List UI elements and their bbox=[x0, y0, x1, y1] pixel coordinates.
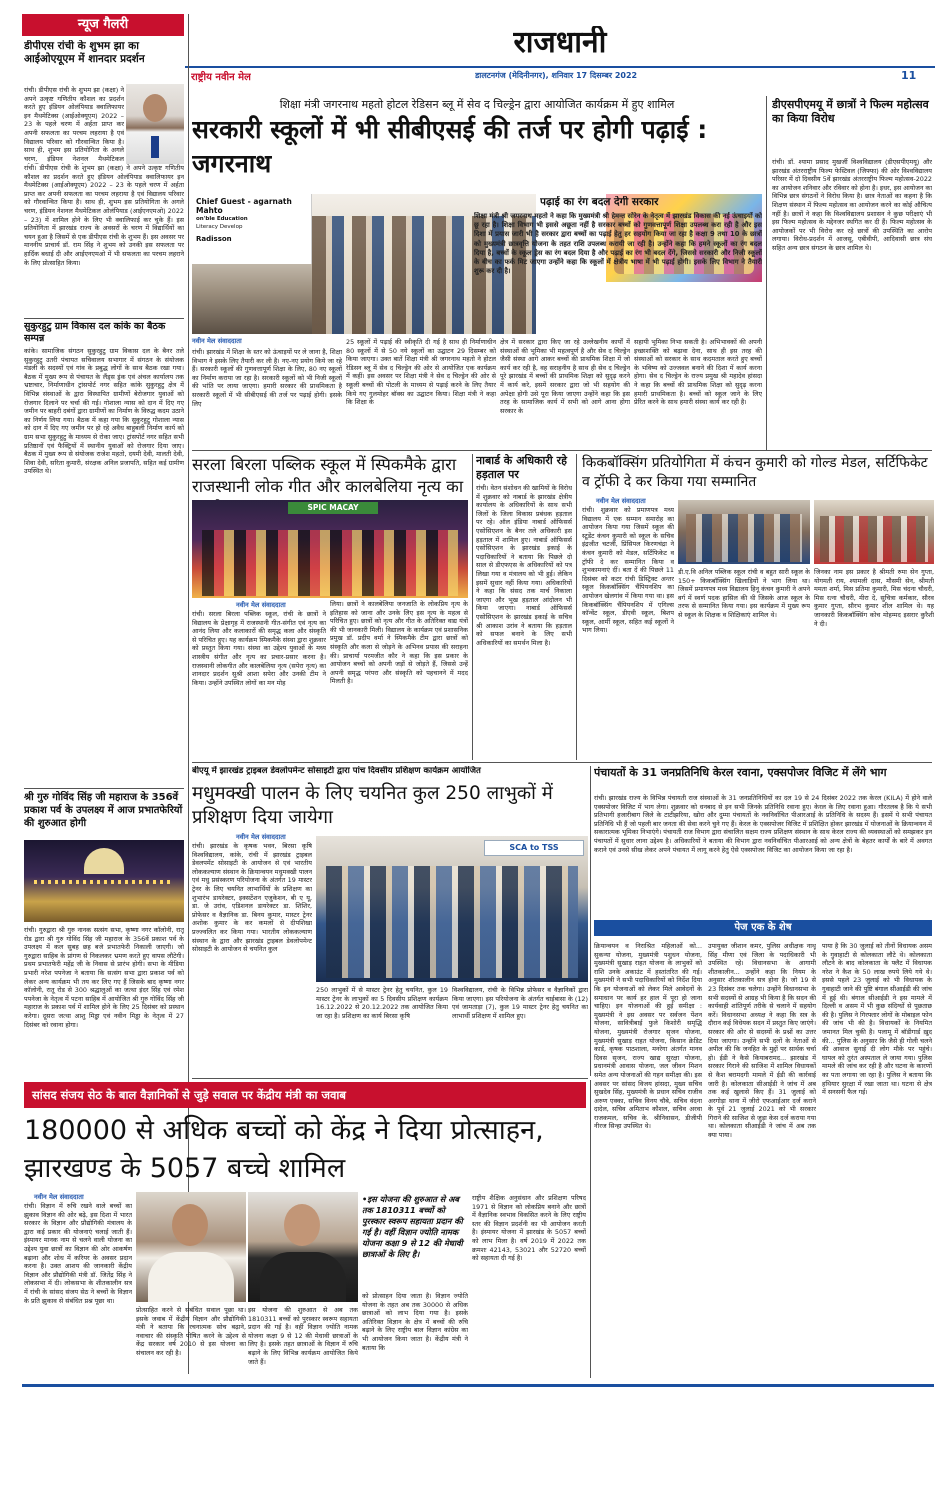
sci-person-1-body bbox=[148, 1252, 234, 1302]
news-gallery-banner bbox=[22, 14, 184, 36]
footer-bar bbox=[22, 1384, 934, 1387]
top-byline-block bbox=[192, 336, 278, 347]
rest-col-3: पाया है कि 30 जुलाई को तीनों विधायक असम के गुवाहाटी से कोलकाता लौटे थे। कोलकाता लौटने के बाद कोलकाता के फ्लैट में विधायक नरेश ने कैश के 50 लाख रुपये लिये गये थे। इससे पहले 23 जुलाई को भी विधायक के गुवाहाटी जाने की पुष्टि बंगाल सीआईडी की जांच में हुई थी। बंगाल सीआईडी ने इस मामले में दिल्ली व असम में भी कुछ संदिग्धों से पूछताछ की है। पुलिस ने गिरफ्तार लोगों के मोबाइल फोन की जांच भी की है। विधायकों के नियमित जमानत मिल चुकी है। पलामू में बॉडीगार्ड ख़ुद की... पुलिस के अनुसार कि जैसे ही गोली चलने की आवाज सुनाई दी लोग मौके पर पहुंचे। घायल को तुरंत अस्पताल ले जाया गया। पुलिस मामले की जांच कर रही है और घटना के कारणों का पता लगाया जा रहा है। पुलिस ने बताया कि हथियार सुरक्षा में रखा जाता था। घटना से क्षेत्र में सनसनी फैल गई। bbox=[822, 942, 932, 1097]
kick-photo-1 bbox=[678, 500, 810, 564]
sci-person-2-face bbox=[284, 1204, 320, 1246]
sci-person-1-face bbox=[172, 1204, 208, 1246]
kick-body-c: जिनका नाम इस प्रकार है श्रीमती रुमा सेन गुप्ता, योगमती राय, श्यामली दास, मौसमी सेन, श्रीमती ममता शर्मा, मिस प्रतिमा कुमारी, मिस चंदना चौधरी, मिस रत्ना चौधरी, मीरा दे, सुचित्रा कर्मकार, सौरव कुमार गुप्ता, सौरभ कुमार शील शामिल थे। यह जानकारी किकबॉक्सिंग कोच मोहम्मद इसरार कुरैशी ने दी। bbox=[814, 568, 934, 628]
left-divider-1 bbox=[24, 318, 184, 319]
bee-body-b: 250 लाभुकों में से मास्टर ट्रेनर हेतु चयनित, कुल 19 मास्टर ट्रेनर के लाभुकों का 5 दिवसीय प्रशिक्षण कार्यक्रम 16.12.2022 से 20.12.2022 तक आयोजित किया जा रहा है। प्रशिक्षण का कार्य बिरसा कृषि bbox=[316, 986, 448, 1020]
dps-body-tail: रांची। डीपीएस रांची के शुभम झा (कक्षा) ने अपने उत्कृष्ट गणितीय कौशल का प्रदर्शन करते हुए इंडियन ओलंपियाड क्वालिफायर इन मैथमेटिक्स (आईओक्यूएम) 2022 – 23 के पहले चरण में अर्हता प्राप्त कर अपनी सफलता का परचम लहराया है एवं विद्यालय परिवार को गौरवान्वित किया है। साथ ही, शुभम इस प्रतियोगिता के अगले चरण, इंडियन नेशनल मैथमेटिकल ओलंपियाड (आईएनएमओ) 2022 – 23) में शामिल होने के लिए भी क्वालिफाई कर चुके हैं। इस प्रतियोगिता में झारखंड राज्य के अवसरों के चरण में विद्यार्थियों का चयन हुआ है जिसमें से एक डीपीएस रांची के शुभम हैं। इस अवसर पर माननीय प्राचार्य डॉ. राम सिंह ने शुभम को उनकी इस सफलता पर हार्दिक बधाई दी और आईएनएमओ में भी सफलता का परचम लहराने के लिए प्रोत्साहित किया। bbox=[24, 164, 184, 267]
kick-headline: किकबॉक्सिंग प्रतियोगिता में कंचन कुमारी को गोल्ड मेडल, सर्टिफिकेट व ट्रॉफी दे कर किया गया सम्मानित bbox=[582, 455, 928, 490]
right-column-rule bbox=[766, 96, 767, 450]
sci-byline: नवीन मेल संवाददाता bbox=[34, 1193, 84, 1201]
bee-body-c: विश्वविद्यालय, रांची के विभिन्न प्रोफेसर व वैज्ञानिकों द्वारा किया जाएगा। इस परियोजना के अंतर्गत चाईबासा के (12) एवं जामताड़ा (7), कुल 19 मास्टर ट्रेनर हेतु चयनित का लाभार्थी प्रशिक्षण में शामिल हुए। bbox=[452, 986, 588, 1020]
spicmacay-photo bbox=[192, 500, 468, 598]
stage-banner bbox=[192, 194, 312, 264]
mid-rule-2 bbox=[192, 1078, 588, 1079]
bee-rule bbox=[590, 766, 591, 1076]
top-byline: नवीन मेल संवाददाता bbox=[192, 337, 242, 345]
bee-photo bbox=[316, 836, 588, 982]
mid-rule-1 bbox=[192, 762, 932, 763]
nabard-body: रांची। वेतन संशोधन की खामियों के विरोध में शुक्रवार को नाबार्ड के झारखंड क्षेत्रीय कार्यालय के अधिकारियों के साथ सभी जिलों के जिला विकास प्रबंधक हड़ताल पर रहे। ऑल इंडिया नाबार्ड ऑफिसर्स एसोसिएशन के बैनर तले अधिकारी इस हड़ताल में शामिल हुए। नाबार्ड ऑफिसर्स एसोसिएशन के झारखंड इकाई के पदाधिकारियों ने बताया कि पिछले दो साल से डीएफएस के अधिकारियों को पत्र लिखा गया व मंत्रालय को भी हुई। लेकिन इसमें सुधार नहीं किया गया। अधिकारियों ने कहा कि संसद तक मार्च निकाला जाएगा और भूख हड़ताल आंदोलन भी किया जाएगा। नाबार्ड ऑफिसर्स एसोसिएशन के झारखंड इकाई के सचिव श्री आकाश उरांव ने बताया कि हड़ताल को सफल बनाने के लिए सभी अधिकारियों का समर्थन मिला है। bbox=[476, 484, 572, 647]
section-title: राजधानी bbox=[513, 26, 607, 60]
banner-hon: on'ble Education bbox=[196, 216, 248, 222]
top-body-mid: 25 स्कूलों में पढ़ाई की स्वीकृति दी गई है साथ ही निर्माणाधीन 80 स्कूलों में से 50 नये स्कूलों का उद्घाटन 29 दिसम्बर को किया जाएगा। उक्त बातें शिक्षा मंत्री श्री जगरनाथ महतो ने होटल रेडिसन ब्लू में सेव द चिल्ड्रेन की ओर से आयोजित एक कार्यक्रम में कहीं। इस अवसर पर शिक्षा मंत्री ने सेव द चिल्ड्रेन की ओर से स्कूली बच्चों की पोटली के माध्यम से पढ़ाई करने के लिए तैयार किये गए गुलमोहर बॉक्स का उद्घाटन किया। शिक्षा मंत्री ने कहा कि शिक्षा के bbox=[346, 338, 496, 407]
dps-body: रांची। डीपीएस रांची के शुभम झा (कक्षा) ने अपने उत्कृष्ट गणितीय कौशल का प्रदर्शन करते हुए इंडियन ओलंपियाड क्वालिफायर इन मैथमेटिक्स (आईओक्यूएम) 2022 – 23 के पहले चरण में अर्हता प्राप्त कर अपनी सफलता का परचम लहराया है एवं विद्यालय परिवार को गौरवान्वित किया है। साथ ही, शुभम इस प्रतियोगिता के अगले चरण, इंडियन नेशनल मैथमेटिकल bbox=[24, 86, 124, 163]
sci-person-2-body bbox=[260, 1252, 346, 1302]
sci-body-a: रांची। विज्ञान में रुचि रखने वाले बच्चों का झुकाव विज्ञान की ओर बढ़े, इस दिशा में भारत सरकार के विज्ञान और प्रौद्योगिकी मंत्रालय के द्वारा कई प्रकार की योजनाएं चलाई जाती हैं। इंस्पायर मानक नाम से चलने वाली योजना का उद्देश्य युवा छात्रों का विज्ञान की ओर आकर्षण बढ़ाना और शोध में करियर के अवसर प्रदान करना है। उक्त आशय की जानकारी केंद्रीय विज्ञान और प्रौद्योगिकी मंत्री डॉ. जितेंद्र सिंह ने लोकसभा में दी। लोकसभा के शीतकालीन सत्र में रांची के सांसद संजय सेठ ने बच्चों के विज्ञान के प्रति झुकाव से संबंधित प्रश्न पूछा था। bbox=[24, 1202, 132, 1305]
nabard-headline: नाबार्ड के अधिकारी रहे हड़ताल पर bbox=[476, 454, 567, 481]
rest-header-bar bbox=[594, 920, 932, 936]
sarla-rule bbox=[472, 454, 473, 760]
student-tie bbox=[151, 136, 159, 158]
dancers bbox=[202, 530, 458, 596]
rest-col-1: क्रियान्वयन व निराश्रित महिलाओं को... सुकन्या योजना, मुख्यमंत्री पशुधन योजना, मुख्यमंत्री सुखाड़ राहत योजना के लाभुकों को राशि उनके अकाउंट में हस्तांतरित की गई। मुख्यमंत्री ने सभी पदाधिकारियों को निर्देश दिया कि इन योजनाओं को लेकर मिले आवेदनों के समाधान पर कार्य हर हाल में पूरा हो जाना चाहिए। इन योजनाओं की हुई समीक्षा : मुख्यमंत्री ने इस अवसर पर सर्वजन पेंशन योजना, सावित्रीबाई फुले किशोरी समृद्धि योजना, मुख्यमंत्री रोजगार सृजन योजना, मुख्यमंत्री सुखाड़ राहत योजना, किसान क्रेडिट कार्ड, कृषक पाठशाला, मनरेगा अंतर्गत मानव दिवस सृजन, राज्य खाद्य सुरक्षा योजना, प्रधानमंत्री आवास योजना, जल जीवन मिशन समेत अन्य योजनाओं की गहन समीक्षा की। इस अवसर पर सांसद विजय हांसदा, मुख्य सचिव सुखदेव सिंह, मुख्यमंत्री के प्रधान सचिव राजीव अरुण एक्का, सचिव विनय चौबे, सचिव वंदना दादेल, सचिव अमिताभ कौशल, सचिव अरवा राजकमल, सचिव के. श्रीनिवासन, डीजीपी नीरज सिन्हा उपस्थित थे। bbox=[594, 942, 702, 1131]
sci-kicker-bar bbox=[24, 1082, 586, 1108]
panch-body: रांची। झारखंड राज्य के विभिन्न पंचायती राज संस्थाओं के 31 जनप्रतिनिधियों का दल 19 से 24 दिसंबर 2022 तक केरल (KILA) में होने वाले एक्सपोजर विजिट में भाग लेगा। शुक्रवार को धनबाद से इन सभी जिनके प्रतिनिधि रवाना हुए। केरल के लिए रवाना हुआ। गौरतलब है कि ये सभी प्रतिभागी हजारीबाग जिले के टाटीझरिया, खोरा और दुम्मा पंचायतों के नवनिर्वाचित पीआरआई के प्रतिनिधि के सदस्य हैं। इसमें ये सभी पंचायत प्रतिनिधि भी हैं जो पहली बार जनता की सेवा करने चुने गए हैं। केरल के एक्सपोजर विजिट में प्रशिक्षित होकर झारखंड में योजनाओं के क्रियान्वयन में सकारात्मक भूमिका निभाएंगे। पंचायती राज विभाग द्वारा संचालित सक्षम राज्य प्रशिक्षण संस्थान के साथ केरल राज्य की व्यवस्थाओं को समझकर इन पंचायतों में सुधार लाना उद्देश्य है। अधिकारियों ने बताया की विभाग द्वारा नवनिर्वाचित पीआरआई को अन्य क्षेत्रों के बेहतर कार्यों के बारे में अवगत कराने एवं उनसे सीख लेकर अपने पंचायत में लागू करने हेतु ऐसे एक्सपोजर विजिट का आयोजन किया जा रहा है। bbox=[594, 794, 932, 854]
sci-body-c: इस योजना की शुरुआत से अब तक 1810311 बच्चों को पुरस्कार स्वरूप सहायता प्रदान की गई है। वहीं विज्ञान ज्योति नामक योजना कक्षा 9 से 12 की मेधावी छात्राओं के लिए है। इसके तहत छात्राओं के विज्ञान में रुचि बढ़ाने के लिए विभिन्न कार्यक्रम आयोजित किये जाते हैं। bbox=[248, 1306, 358, 1366]
bee-banner-box bbox=[484, 840, 584, 856]
spicmacay-banner-box bbox=[288, 502, 378, 514]
rest-col-2: उपायुक्त जीशान कमर, पुलिस अधीक्षक नाथू सिंह मीणा एवं जिला के पदाधिकारी भी उपस्थित रहे। विधानसभा के आगामी शीतकालीन... उन्होंने कहा कि नियम के अनुसार शीतकालीन सत्र होना है। जो 19 से 23 दिसंबर तक चलेगा। उन्होंने विधानसभा के सभी सदस्यों से आग्रह भी किया है कि सदन की कार्यवाही शांतिपूर्ण तरीके से चलाने में सहयोग करें। विधानसभा अध्यक्ष ने कहा कि सत्र के दौरान कई विधेयक सदन में प्रस्तुत किए जाएंगे। सरकार की ओर से सदस्यों के प्रश्नों का उत्तर दिया जाएगा। उन्होंने सभी दलों के नेताओं से अपील की कि जनहित के मुद्दों पर सार्थक चर्चा हो। ईडी ने कैसे कियाबरामद... झारखंड में सरकार गिराने की साजिश में शामिल विधायकों से कैश बरामदगी मामले में ईडी की कार्रवाई जारी है। कोलकाता सीआईडी ने जांच में अब तक कई खुलासे किए हैं। 31 जुलाई को अरगोड़ा थाना में जीरो एफआईआर दर्ज कराने के पूर्व 21 जुलाई 2021 को भी सरकार गिराने की साजिश से जुड़ा केस दर्ज कराया गया था। कोलकाता सीआईडी ने जांच में अब तक क्या पाया। bbox=[708, 942, 816, 1140]
sci-kicker: सांसद संजय सेठ के बाल वैज्ञानिकों से जुड़े सवाल पर केंद्रीय मंत्री का जवाब bbox=[32, 1088, 346, 1102]
top-body-c1: क्षेत्र में सरकार द्वारा किए जा रहे उल्लेखनीय कार्यों में संस्थाओं की भूमिका भी महत्वपूर्ण है और सेव द चिल्ड्रेन जैसी संस्था आगे आकर बच्चों की प्राथमिक शिक्षा में जो कार्य कर रही है, वह सराहनीय है साथ ही सेव द चिल्ड्रेन पूरे झारखंड में बच्चों की प्राथमिक शिक्षा को सुदृढ़ करने में कार्य करे, इसमें सरकार द्वारा जो भी सहयोग की अपेक्षा होगी उसे पूरा किया जाएगा उन्होंने कहा कि इस तरह के सामाजिक कार्य में सभी को आगे आना होगा सरकार के bbox=[500, 338, 630, 415]
sarla-byline: नवीन मेल संवाददाता bbox=[236, 601, 286, 609]
top-kicker: शिक्षा मंत्री जगरनाथ महतो होटल रेडिसन ब्लू में सेव द चिल्ड्रेन द्वारा आयोजित कार्यक्रम में हुए शामिल bbox=[279, 98, 675, 111]
masthead bbox=[185, 22, 935, 84]
sci-pull-quote: •इस योजना की शुरुआत से अब तक 1810311 बच्चों को पुरस्कार स्वरूप सहायता प्रदान की गई है। वहीं विज्ञान ज्योति नामक योजना कक्षा 9 से 12 की मेधावी छात्राओं के लिए है। bbox=[362, 1194, 463, 1259]
sub-headline: पढ़ाई का रंग बदल देगी सरकार bbox=[540, 196, 659, 208]
bee-headline: मधुमक्खी पालन के लिए चयनित कुल 250 लाभुकों में प्रशिक्षण दिया जायेगा bbox=[192, 783, 553, 828]
rest-header: पेज एक के शेष bbox=[734, 922, 792, 933]
sci-body-d: को प्रोत्साहन दिया जाता है। विज्ञान ज्योति योजना के तहत अब तक 30000 से अधिक छात्राओं को लाभ दिया गया है। इसके अतिरिक्त विज्ञान के क्षेत्र में बच्चों की रुचि बढ़ाने के लिए राष्ट्रीय बाल विज्ञान कांग्रेस का भी आयोजन किया जाता है। केंद्रीय मंत्री ने बताया कि bbox=[362, 1292, 468, 1352]
kick-byline: नवीन मेल संवाददाता bbox=[596, 497, 646, 505]
top-lede: शिक्षा मंत्री श्री जगरनाथ महतो ने कहा कि मुख्यमंत्री श्री हेमन्त सोरेन के नेतृत्व में झारखंड विकास की नई ऊंचाइयों को छू रहा है। शिक्षा विभाग भी इससे अछूता नहीं है सरकार बच्चों को गुणवत्तापूर्ण शिक्षा उपलब्ध करा रही है और इस दिशा में प्रयास जारी भी है सरकार द्वारा बच्चों का पढ़ाई हेतु हर सहयोग किया जा रहा है कक्षा 9 तथा 10 के छात्रों को मुख्यमंत्री छात्रवृत्ति योजना के तहत राशि उपलब्ध करायी जा रही है। उन्होंने कहा कि हमने स्कूलों का रंग बदल दिया है, बच्चों के स्कूल ड्रेस का रंग बदल दिया है और पढ़ाई का रंग भी बदल देंगे, जिससे सरकारी और निजी स्कूलों के बीच का फर्क मिट जाएगा उन्होंने कहा कि स्कूलों में क्षेत्रीय भाषा में भी पढ़ाई होगी। इसके लिए विभाग ने तैयारी शुरू कर दी है। bbox=[474, 212, 762, 276]
page-number: 11 bbox=[901, 69, 917, 82]
panch-headline: पंचायतों के 31 जनप्रतिनिधि केरल रवाना, एक्सपोजर विजिट में लेंगे भाग bbox=[594, 766, 887, 779]
gurudwara-dome bbox=[84, 848, 124, 874]
banner-chief-guest: Chief Guest - agarnath Mahto bbox=[196, 197, 292, 215]
banner-literacy: Literacy Develop bbox=[196, 224, 243, 230]
top-body-left: रांची। झारखंड में शिक्षा के स्तर को ऊंचाइयों पर ले जाना है, शिक्षा विभाग ने इसके लिए तैयारी कर ली है। नए-नए प्रयोग किये जा रहे हैं। सरकारी स्कूलों की गुणवत्तापूर्ण शिक्षा के लिए, 80 नए स्कूलों का निर्माण कराया जा रहा है। सरकारी स्कूलों को भी निजी स्कूलों की भांति पर लाया जाएगा। हमारी सरकार की प्राथमिकता है सरकारी स्कूलों में भी सीबीएसई की तर्ज पर पढ़ाई होगी। इसके लिए bbox=[192, 348, 342, 408]
left-divider-2 bbox=[24, 788, 184, 789]
kick-award-group-2 bbox=[820, 516, 928, 562]
lamp-lighting-group bbox=[326, 866, 578, 978]
nabard-rule bbox=[576, 454, 577, 760]
sarla-body-b: लिया। छात्रों ने कालबेलिया जनजाति के लोकप्रिय नृत्य के इतिहास को जाना और उनके लिए इस नृत्य के महत्व से परिचित हुए। छात्रों को नृत्य और गीत के अतिरिक्त वाद्य यंत्रों की भी जानकारी मिली। विद्यालय के कार्यक्रम एवं प्रशासनिक प्रमुख डॉ. प्रदीप वर्मा ने स्पिकमैके टीम द्वारा छात्रों को संस्कृति और कला से जोड़ने के अभिनव प्रयास की सराहना की। प्राचार्या परमजीत कौर ने कहा कि इस प्रकार के आयोजन बच्चों को अपनी जड़ों से जोड़ते हैं, जिससे उन्हें अपनी समृद्ध परंपरा और संस्कृति को पहचानने में मदद मिलती है। bbox=[330, 600, 468, 686]
kick-award-group-1 bbox=[686, 514, 802, 562]
bee-kicker: बीएयू में झारखंड ट्राइबल डेवलोपमेन्ट सोसाइटी द्वारा पांच दिवसीय प्रशिक्षण कार्यक्रम आयोजित bbox=[192, 766, 481, 776]
dps-body-cont bbox=[24, 164, 184, 314]
sci-body-b: प्रोत्साहित करने से संबंधित सवाल पूछा था। इसके जवाब में केंद्रीय विज्ञान और प्रौद्योगिकी मंत्री ने बताया कि रचनात्मक सोच बढ़ाने, नवाचार की संस्कृति पोषित करने के उद्देश्य से केंद्र सरकार वर्ष 2010 से इस योजना का संचालन कर रही है। bbox=[136, 1306, 246, 1357]
sci-photo-1 bbox=[136, 1192, 246, 1302]
bee-banner: SCA to TSS bbox=[509, 843, 559, 852]
prakash-parv-headline: श्री गुरु गोविंद सिंह जी महाराज के 356वें प्रकाश पर्व के उपलक्ष्य में आज प्रभातफेरियों की शुरुआत होगी bbox=[24, 792, 183, 829]
kick-photo-2 bbox=[814, 500, 934, 564]
spicmacay-banner: SPIC MACAY bbox=[307, 503, 359, 512]
prakash-parv-body: रांची। गुरुद्वारा श्री गुरु नानक सत्संग सभा, कृष्णा नगर कॉलोनी, रातू रोड द्वारा श्री गुरु गोविंद सिंह जी महाराज के 356वें प्रकाश पर्व के उपलक्ष्य में कल सुबह छह बजे प्रभातफेरी निकाली जाएगी। जो गुरुद्वारा साहिब के प्रांगण से निकलकर भ्रमण करते हुए वापस लौटेगी। प्रथम प्रभातफेरी महेंद्र जी के निवास से प्रारंभ होगी। सभा के मीडिया प्रभारी नरेश पपनेजा ने बताया कि सत्संग सभा द्वारा प्रकाश पर्व को लेकर अन्य कार्यक्रम भी तय कर लिए गए हैं जिसके बाद कृष्णा नगर कॉलोनी, रातू रोड से 300 श्रद्धालुओं का जत्था इंदर सिंह एवं रमेश पपनेजा के नेतृत्व में पटना साहिब में आयोजित श्री गुरु गोविंद सिंह जी महाराज के प्रकाश पर्व में शामिल होने के लिए 25 दिसंबर को प्रस्थान करेगा। दूसरा जत्था आशु मिड्ढा एवं नवीन मिड्ढा के नेतृत्व में 27 दिसंबर को रवाना होगा। bbox=[24, 926, 184, 1029]
sci-body-e: राष्ट्रीय शैक्षिक अनुसंधान और प्रशिक्षण परिषद 1971 से विज्ञान को लोकप्रिय बनाने और छात्रों में वैज्ञानिक स्वभाव विकसित करने के लिए राष्ट्रीय स्तर की विज्ञान प्रदर्शनी का भी आयोजन करती है। इंस्पायर योजना में झारखंड के 5057 बच्चों को लाभ मिला है। वर्ष 2019 में 2022 तक क्रमशः 42143, 53021 और 52720 बच्चों को सहायता दी गई है। bbox=[472, 1194, 586, 1263]
masthead-bar bbox=[185, 66, 935, 68]
dspmu-headline: डीएसपीएमयू में छात्रों ने फिल्म महोत्सव का किया विरोध bbox=[772, 98, 929, 125]
bee-body-a: रांची। झारखंड के कृषक भवन, बिरसा कृषि विश्वविद्यालय, कांके, रांची में झारखंड ट्राइबल डेवलपमेंट सोसाइटी के आयोजन से एवं भारतीय लोककल्याण संस्थान के क्रियान्वयन मधुमक्खी पालन एवं मधु प्रसंस्करण परियोजना के अंतर्गत 19 मास्टर ट्रेनर के लिए चयनित लाभार्थियों के प्रशिक्षण का शुभारंभ डायरेक्टर, इक्सटेंशन एजुकेशन, बी ए यू, डा. जे उरांव, एडिशनल डायरेक्टर डा. शिशिर, प्रोफेसर व वैज्ञानिक डा. बिनय कुमार, मास्टर ट्रेनर अशोक कुमार के कर कमलों से दीपशिखा प्रज्ज्वलित कर किया गया। भारतीय लोककल्याण संस्थान के द्वारा और झारखंड ट्राइबल डेवलोपमेन्ट सोसाइटी के आयोजन से चयनित कुल bbox=[192, 842, 312, 954]
dps-headline: डीपीएस रांची के शुभम झा का आईओएयूएम में शानदार प्रदर्शन bbox=[24, 40, 145, 65]
paper-name: राष्ट्रीय नवीन मेल bbox=[191, 72, 251, 83]
gurudwara-photo bbox=[24, 840, 184, 922]
sarla-body-a: रांची। सरला बिरला पब्लिक स्कूल, रांची के छात्रों ने विद्यालय के प्रेक्षागृह में राजस्थानी गीत-संगीत एवं नृत्य का आनंद लिया और कलाकारों की समृद्ध कला और संस्कृति से परिचित हुए। यह कार्यक्रम स्पिकमैके संस्था द्वारा शुक्रवार को प्रस्तुत किया गया। संस्था का उद्देश्य युवाओं के मध्य शास्त्रीय संगीत और नृत्य का प्रचार-प्रसार करना है। राजस्थानी लोकगीत और कालबेलिया नृत्य (सपेरा नृत्य) का शानदार प्रदर्शन सुश्री आशा सपेरा और उनकी टीम ने किया। उन्होंने उपस्थित लोगों का मन मोह bbox=[192, 610, 326, 687]
rest-rule bbox=[590, 1080, 591, 1378]
news-gallery-label: न्यूज गैलरी bbox=[77, 17, 129, 32]
gurudwara-lights bbox=[34, 880, 174, 884]
sukurhutu-body: कांके। सामाजिक संगठन सुकुरहुटु ग्राम विकास दल के बैनर तले सुकुरहुटु उतरी पंचायत सचिवालय सभागार में संगठन के संयोजक मंडली के सदस्यों एवं गांव के प्रबुद्ध लोगों के साथ बैठक रखा गया। बैठक में मुख्य रूप से पंचायत के लैंड्स ड्रंक एवं अंचल कार्यालय तक भ्रष्टाचार, निर्माणाधीन ट्रांसपोर्ट नगर सहित कांके सुकुरहुटु क्षेत्र में विभिन्न संस्थाओं के द्वारा विस्थापित ग्रामीणों बेरोजगार युवाओं को रोजगार दिलाने पर चर्चा की गई। गोशाला न्यास को दान में दिए गए जमीन पर बाहरी दबंगों द्वारा ग्रामीणों का निर्माण के विरुद्ध कदम उठाने का निर्णय लिया गया। बैठक में कहा गया कि सुकुरहुटु गोशाला न्यास को दान में दिए गए जमीन पर हो रहे अवैध बाहुबली निर्माण कार्य को ग्राम सभा सुकुरहुटु के माध्यम से रोका जाए। ट्रांसपोर्ट नगर सहित सभी प्रतिष्ठानों एवं फैक्ट्रियों में स्थानीय युवाओं को रोजगार दिया जाए। बैठक में मुख्य रूप से संयोजक राजेश महतो, दयमी देवी, मालती देवी, शिवा देवी, सरिता कुमारी, संरक्षक अनिल प्रजापति, सहित कई ग्रामीण उपस्थित थे। bbox=[24, 347, 184, 476]
sci-photo-2 bbox=[248, 1192, 358, 1302]
kick-body-a: रांची। शुक्रवार को प्रमाणपत्र मध्य विद्यालय में एक सम्मान समारोह का आयोजन किया गया जिसमें स्कूल की स्टूडेंट कंचन कुमारी को स्कूल के सचिव इंद्रजीत चटर्जी, प्रिंसिपल किरणचंद्रा ने कंचन कुमारी को मेडल, सर्टिफिकेट व ट्रॉफी दे कर सम्मानित किया व शुभकामनाएं दीं। बता दें की पिछले 11 दिसंबर को कटर रांची डिस्ट्रिक्ट अन्तर स्कूल किकबॉक्सिंग चैंपियनशिप का आयोजन खेलगांव में किया गया था। इस किकबॉक्सिंग चैंपियनशिप में एगिल्स कॉन्वेंट स्कूल, डीएवी स्कूल, बिशप स्कूल, आर्मी स्कूल, सहित कई स्कूलों ने भाग लिया। bbox=[582, 506, 674, 635]
dspmu-body: रांची। डॉ. श्यामा प्रसाद मुखर्जी विश्वविद्यालय (डीएसपीएमयू) और झारखंड अंतरराष्ट्रीय फिल्म फेस्टिवल (जिफ्फा) की ओर विश्वविद्यालय परिसर में दो दिवसीय 5वें झारखंड अंतरराष्ट्रीय फिल्म महोत्सव-2022 का आयोजन शनिवार और रविवार को होना है। इधर, इस आयोजन का विभिन्न छात्र संगठनों ने विरोध किया है। छात्र नेताओं का कहना है कि शिक्षण संस्थान में फिल्म महोत्सव का आयोजन करने का कोई औचित्य नहीं है। छात्रों ने कहा कि विश्वविद्यालय प्रशासन ने कुछ परीक्षाएं भी इस फिल्म महोत्सव के मद्देनजर स्थगित कर दी हैं। फिल्म महोत्सव के आयोजकों पर भी विरोध कर रहे छात्रों की उपस्थिति का आरोप लगाया। विरोध-प्रदर्शन में आजसू, एबीवीपी, आदिवासी छात्र संघ सहित अन्य छात्र संगठन के छात्र शामिल थे। bbox=[772, 158, 932, 252]
student-photo bbox=[126, 84, 184, 164]
student-face bbox=[143, 94, 167, 122]
banner-radisson: Radisson bbox=[196, 235, 232, 243]
sukurhutu-headline: सुकुरहुटु ग्राम विकास दल कांके का बैठक सम्पन्न bbox=[24, 321, 166, 344]
dateline: डालटनगंज (मेदिनीनगर), शनिवार 17 दिसम्बर 2022 bbox=[475, 71, 638, 80]
top-body-c3: सहायी भूमिका निभा सकती है। अभिभावकों की अपनी इच्छाशक्ति को बढ़ावा देना, साथ ही इस तरह की संस्थाओं को सरकार के साथ कदमताल करते हुए बच्चों के भविष्य को उज्जवल बनाने की दिशा में कार्य करना होगा। सेव द चिल्ड्रेन के राज्य प्रमुख श्री महादेव हांसदा ने कहा कि बच्चों की प्राथमिक शिक्षा को सुदृढ़ करना हमारी प्राथमिकता है। बच्चों को स्कूल जाने के लिए प्रेरित करने के साथ हमारी संस्था कार्य कर रही है। bbox=[634, 338, 762, 407]
kick-body-b: डी.ए.वि अनिल पब्लिक स्कूल रांची व बहुत सारी स्कूल के 150+ किकबॉक्सिंग खिलाड़ियों ने भाग लिया था। जिसमें प्रमाणपत्र मध्य विद्यालय हिनू कंचन कुमारी ने अपने वर्ग में स्वर्ण पदक हासिल की थी जिसके आज स्कूल के तरफ से सम्मानित किया गया। इस कार्यक्रम में मुख्य रूप से स्कूल के शिक्षक व शिक्षिकाएं शामिल थे। bbox=[678, 568, 810, 619]
sci-headline: 180000 से अधिक बच्चों को केंद्र ने दिया प्रोत्साहन, झारखण्ड के 5057 बच्चे शामिल bbox=[24, 1115, 544, 1184]
sarla-headline: सरला बिरला पब्लिक स्कूल में स्पिकमैके द्वारा राजस्थानी लोक गीत और कालबेलिया नृत्य का bbox=[192, 455, 464, 496]
top-headline: सरकारी स्कूलों में भी सीबीएसई की तर्ज पर होगी पढ़ाई : जगरनाथ bbox=[192, 115, 708, 178]
top-story-rule bbox=[192, 450, 932, 451]
bee-byline: नवीन मेल संवाददाता bbox=[236, 833, 286, 841]
